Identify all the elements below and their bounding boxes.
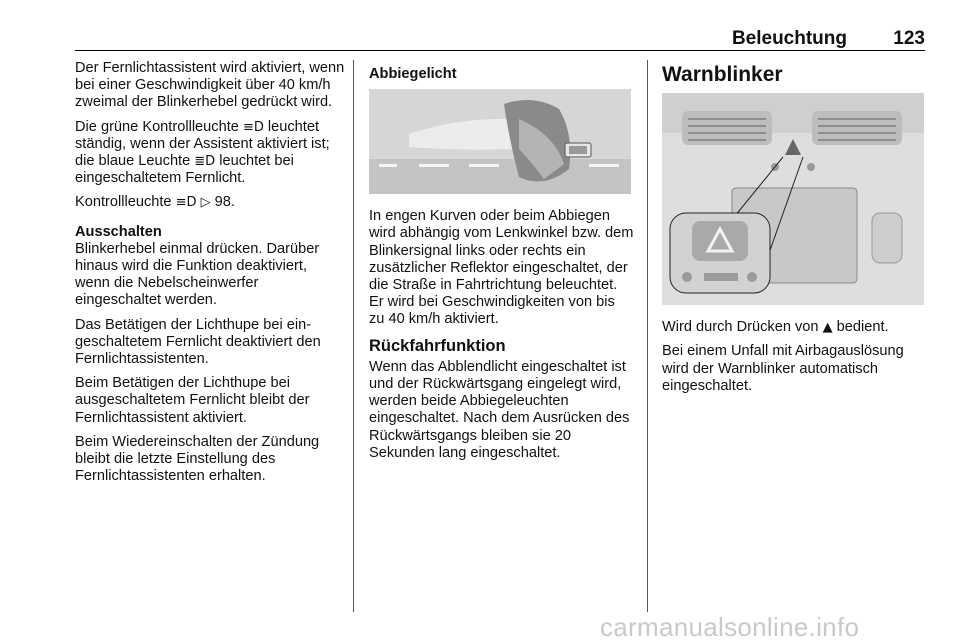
paragraph-reverse: Wenn das Abblendlicht eingeschaltet ist und der Rückwärtsgang eingelegt wird, werden beide Abbiegeleuchten eingeschaltet. Nach dem Ausrücken des Rückwärtsgangs bleiben sie 20 Sekunden lang eingeschaltet.	[369, 358, 630, 461]
reference-link[interactable]: 98.	[214, 194, 235, 211]
high-beam-assist-icon: ≡D	[175, 195, 197, 211]
paragraph-reference: Kontrollleuchte ≡D ▷ 98.	[75, 194, 235, 211]
heading-rueckfahrfunktion: Rückfahrfunktion	[369, 336, 506, 355]
high-beam-icon: ≣D	[194, 154, 216, 170]
column-1	[75, 60, 345, 492]
subheading-ausschalten: Ausschalten	[75, 223, 162, 240]
page-number: 123	[893, 28, 925, 49]
subheading-abbiegelicht: Abbiegelicht	[369, 66, 457, 82]
paragraph-airbag: Bei einem Unfall mit Airbagauslösung wird der Warnblinker automatisch eingeschaltet.	[662, 343, 904, 394]
high-beam-assist-icon: ≡D	[242, 119, 264, 135]
column-2	[369, 60, 634, 469]
column-3	[662, 60, 927, 402]
paragraph-flash: Das Betätigen der Lichthupe bei eingeschaltetem Fernlicht deaktiviert den Fernlichtassistenten.	[75, 316, 321, 368]
hazard-switch-illustration	[662, 93, 924, 305]
section-title: Beleuchtung	[731, 28, 847, 49]
paragraph-hazard-operate: Wird durch Drücken von ▲ bedient.	[662, 319, 889, 336]
cornering-light-illustration	[369, 89, 631, 194]
paragraph-flash-off: Beim Betätigen der Lichthupe bei ausgeschaltetem Fernlicht bleibt der Fernlichtassistent aktiviert.	[75, 375, 310, 426]
paragraph-indicator: Die grüne Kontrollleuchte ≡D leuchtet ständig, wenn der Assistent aktiviert ist; die blaue Leuchte ≣D leuchtet bei eingeschaltetem Fernlicht.	[75, 118, 330, 187]
page-header	[75, 28, 925, 51]
arrow-icon: ▷	[200, 195, 211, 211]
hazard-warning-icon: ▲	[822, 320, 833, 336]
column-divider-1	[353, 60, 354, 612]
paragraph-cornering: In engen Kurven oder beim Abbiegen wird abhängig vom Lenkwinkel bzw. dem Blinkersignal links oder rechts ein zusätzlicher Reflektor eingeschaltet, der die Straße in Fahrtrichtung beleuchtet. Er wird bei Geschwindigkeiten von bis zu 40 km/h aktiviert.	[369, 208, 634, 328]
watermark: carmanualsonline.info	[600, 612, 860, 642]
heading-warnblinker: Warnblinker	[662, 63, 783, 86]
paragraph-deactivate: Blinkerhebel einmal drücken. Darüber hinaus wird die Funktion deaktiviert, wenn die Nebelscheinwerfer eingeschaltet werden.	[75, 240, 320, 309]
column-divider-2	[647, 60, 648, 612]
paragraph-activation: Der Fernlichtassistent wird aktiviert, wenn bei einer Geschwindigkeit über 40 km/h zweimal der Blinkerhebel gedrückt wird.	[75, 60, 345, 111]
paragraph-ignition: Beim Wiedereinschalten der Zündung bleibt die letzte Einstellung des Fernlichtassistenten erhalten.	[75, 433, 320, 485]
